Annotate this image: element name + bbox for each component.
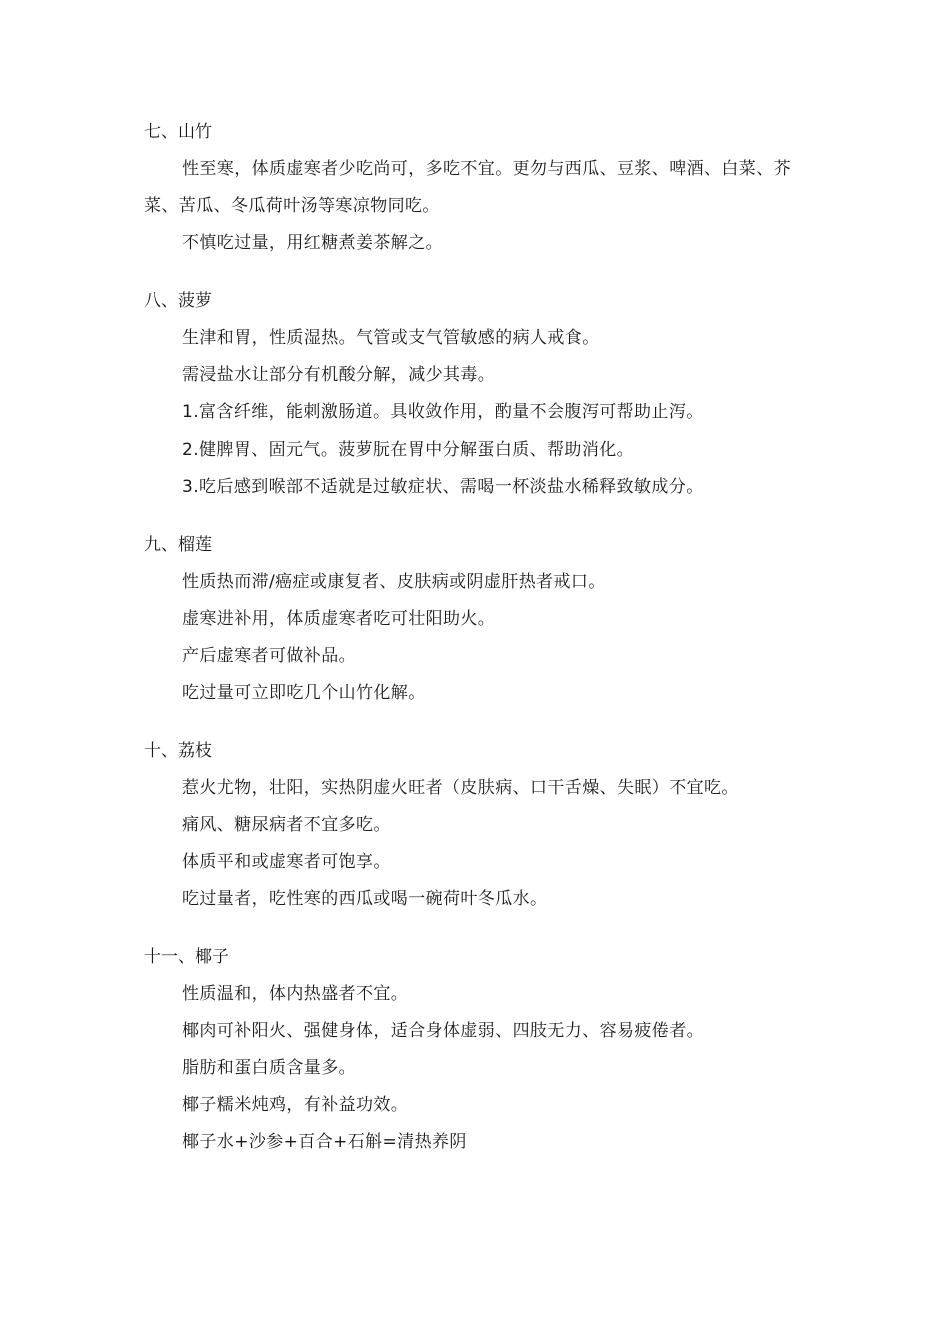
paragraph: 惹火尤物，壮阳，实热阴虚火旺者（皮肤病、口干舌燥、失眠）不宜吃。 xyxy=(182,778,739,798)
section-heading: 十、荔枝 xyxy=(144,741,212,761)
paragraph: 虚寒进补用，体质虚寒者吃可壮阳助火。 xyxy=(182,609,496,629)
paragraph: 1.富含纤维，能刺激肠道。具收敛作用，酌量不会腹泻可帮助止泻。 xyxy=(182,402,704,422)
paragraph: 3.吃后感到喉部不适就是过敏症状、需喝一杯淡盐水稀释致敏成分。 xyxy=(182,477,704,497)
section-heading: 十一、椰子 xyxy=(144,947,229,967)
paragraph: 生津和胃，性质湿热。气管或支气管敏感的病人戒食。 xyxy=(182,328,600,348)
section-heading: 七、山竹 xyxy=(144,122,212,142)
paragraph: 性质热而滞/癌症或康复者、皮肤病或阴虚肝热者戒口。 xyxy=(182,572,606,592)
paragraph: 性至寒，体质虚寒者少吃尚可，多吃不宜。更勿与西瓜、豆浆、啤酒、白菜、芥菜、苦瓜、冬瓜荷叶汤等寒凉物同吃。 xyxy=(144,159,791,216)
section-heading: 九、榴莲 xyxy=(144,535,212,555)
paragraph: 吃过量者，吃性寒的西瓜或喝一碗荷叶冬瓜水。 xyxy=(182,889,548,909)
paragraph: 痛风、糖尿病者不宜多吃。 xyxy=(182,815,391,835)
paragraph: 需浸盐水让部分有机酸分解，减少其毒。 xyxy=(182,365,496,385)
paragraph: 产后虚寒者可做补品。 xyxy=(182,646,356,666)
paragraph: 脂肪和蛋白质含量多。 xyxy=(182,1058,356,1078)
paragraph: 性质温和，体内热盛者不宜。 xyxy=(182,984,409,1004)
section-heading: 八、菠萝 xyxy=(144,291,212,311)
paragraph: 吃过量可立即吃几个山竹化解。 xyxy=(182,683,426,703)
paragraph: 不慎吃过量，用红糖煮姜茶解之。 xyxy=(182,233,443,253)
paragraph: 2.健脾胃、固元气。菠萝朊在胃中分解蛋白质、帮助消化。 xyxy=(182,440,635,460)
paragraph: 椰子水+沙参+百合+石斛=清热养阴 xyxy=(182,1132,467,1152)
paragraph: 体质平和或虚寒者可饱享。 xyxy=(182,852,391,872)
paragraph: 椰肉可补阳火、强健身体，适合身体虚弱、四肢无力、容易疲倦者。 xyxy=(182,1021,704,1041)
paragraph: 椰子糯米炖鸡，有补益功效。 xyxy=(182,1095,409,1115)
